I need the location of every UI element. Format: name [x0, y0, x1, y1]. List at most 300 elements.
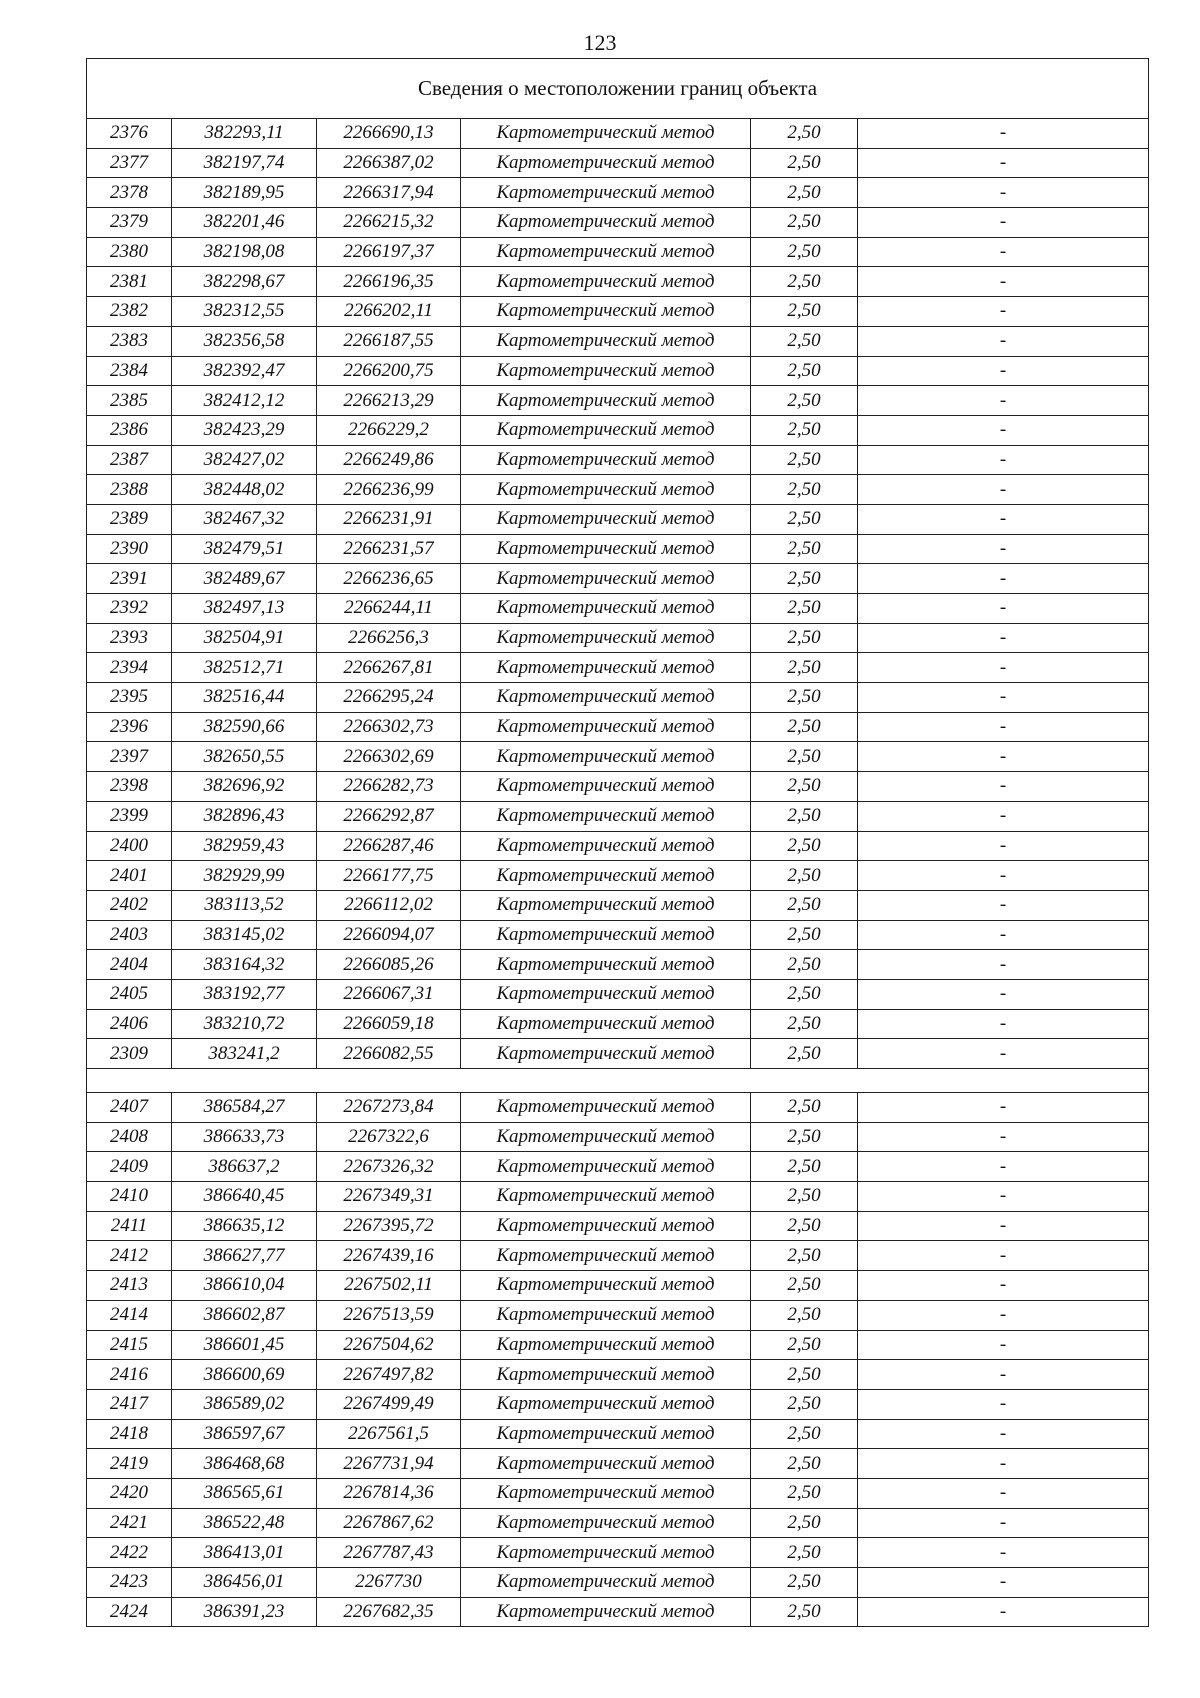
- point-number-cell: 2400: [87, 831, 172, 861]
- y-coordinate-cell: 2266231,57: [317, 534, 461, 564]
- point-number-cell: 2413: [87, 1271, 172, 1301]
- method-cell: Картометрический метод: [461, 1478, 751, 1508]
- x-coordinate-cell: 386635,12: [172, 1211, 317, 1241]
- x-coordinate-cell: 382427,02: [172, 445, 317, 475]
- description-cell: -: [858, 772, 1149, 802]
- description-cell: -: [858, 415, 1149, 445]
- x-coordinate-cell: 382516,44: [172, 683, 317, 713]
- accuracy-cell: 2,50: [751, 564, 858, 594]
- point-number-cell: 2382: [87, 297, 172, 327]
- method-cell: Картометрический метод: [461, 148, 751, 178]
- method-cell: Картометрический метод: [461, 742, 751, 772]
- y-coordinate-cell: 2266249,86: [317, 445, 461, 475]
- method-cell: Картометрический метод: [461, 475, 751, 505]
- table-row: [87, 1538, 1149, 1568]
- accuracy-cell: 2,50: [751, 1241, 858, 1271]
- point-number-cell: 2385: [87, 386, 172, 416]
- boundary-coordinates-table: [86, 58, 1149, 1627]
- x-coordinate-cell: 382298,67: [172, 267, 317, 297]
- accuracy-cell: 2,50: [751, 1122, 858, 1152]
- y-coordinate-cell: 2267497,82: [317, 1360, 461, 1390]
- point-number-cell: 2386: [87, 415, 172, 445]
- table-row: [87, 1597, 1149, 1627]
- y-coordinate-cell: 2267814,36: [317, 1478, 461, 1508]
- table-row: [87, 742, 1149, 772]
- table-row: [87, 148, 1149, 178]
- x-coordinate-cell: 382959,43: [172, 831, 317, 861]
- table-row: [87, 326, 1149, 356]
- table-title: Сведения о местоположении границ объекта: [87, 59, 1149, 119]
- method-cell: Картометрический метод: [461, 1122, 751, 1152]
- accuracy-cell: 2,50: [751, 920, 858, 950]
- point-number-cell: 2390: [87, 534, 172, 564]
- method-cell: Картометрический метод: [461, 386, 751, 416]
- method-cell: Картометрический метод: [461, 1597, 751, 1627]
- description-cell: -: [858, 267, 1149, 297]
- table-row: [87, 1009, 1149, 1039]
- accuracy-cell: 2,50: [751, 1093, 858, 1123]
- y-coordinate-cell: 2267273,84: [317, 1093, 461, 1123]
- table-row: [87, 890, 1149, 920]
- method-cell: Картометрический метод: [461, 504, 751, 534]
- method-cell: Картометрический метод: [461, 534, 751, 564]
- accuracy-cell: 2,50: [751, 504, 858, 534]
- method-cell: Картометрический метод: [461, 1449, 751, 1479]
- accuracy-cell: 2,50: [751, 119, 858, 149]
- x-coordinate-cell: 382590,66: [172, 712, 317, 742]
- accuracy-cell: 2,50: [751, 653, 858, 683]
- description-cell: -: [858, 1568, 1149, 1598]
- point-number-cell: 2421: [87, 1508, 172, 1538]
- page-number: 123: [583, 30, 617, 55]
- y-coordinate-cell: 2267731,94: [317, 1449, 461, 1479]
- y-coordinate-cell: 2266059,18: [317, 1009, 461, 1039]
- table-row: [87, 1182, 1149, 1212]
- description-cell: -: [858, 237, 1149, 267]
- point-number-cell: 2412: [87, 1241, 172, 1271]
- method-cell: Картометрический метод: [461, 683, 751, 713]
- description-cell: -: [858, 653, 1149, 683]
- table-row: [87, 356, 1149, 386]
- point-number-cell: 2397: [87, 742, 172, 772]
- table-row: [87, 920, 1149, 950]
- y-coordinate-cell: 2267561,5: [317, 1419, 461, 1449]
- y-coordinate-cell: 2266202,11: [317, 297, 461, 327]
- point-number-cell: 2414: [87, 1300, 172, 1330]
- table-row: [87, 504, 1149, 534]
- x-coordinate-cell: 382467,32: [172, 504, 317, 534]
- table-row: [87, 1568, 1149, 1598]
- description-cell: -: [858, 475, 1149, 505]
- table-row: [87, 861, 1149, 891]
- accuracy-cell: 2,50: [751, 237, 858, 267]
- table-row: [87, 386, 1149, 416]
- description-cell: -: [858, 208, 1149, 238]
- table-row: [87, 475, 1149, 505]
- point-number-cell: 2402: [87, 890, 172, 920]
- method-cell: Картометрический метод: [461, 623, 751, 653]
- x-coordinate-cell: 382504,91: [172, 623, 317, 653]
- accuracy-cell: 2,50: [751, 1508, 858, 1538]
- y-coordinate-cell: 2266292,87: [317, 801, 461, 831]
- x-coordinate-cell: 382696,92: [172, 772, 317, 802]
- method-cell: Картометрический метод: [461, 1330, 751, 1360]
- description-cell: -: [858, 683, 1149, 713]
- point-number-cell: 2309: [87, 1039, 172, 1069]
- method-cell: Картометрический метод: [461, 1211, 751, 1241]
- x-coordinate-cell: 382929,99: [172, 861, 317, 891]
- method-cell: Картометрический метод: [461, 1568, 751, 1598]
- x-coordinate-cell: 386391,23: [172, 1597, 317, 1627]
- accuracy-cell: 2,50: [751, 1538, 858, 1568]
- point-number-cell: 2389: [87, 504, 172, 534]
- description-cell: -: [858, 1449, 1149, 1479]
- x-coordinate-cell: 382448,02: [172, 475, 317, 505]
- y-coordinate-cell: 2267349,31: [317, 1182, 461, 1212]
- method-cell: Картометрический метод: [461, 1271, 751, 1301]
- y-coordinate-cell: 2267395,72: [317, 1211, 461, 1241]
- method-cell: Картометрический метод: [461, 890, 751, 920]
- method-cell: Картометрический метод: [461, 1360, 751, 1390]
- y-coordinate-cell: 2266295,24: [317, 683, 461, 713]
- accuracy-cell: 2,50: [751, 623, 858, 653]
- point-number-cell: 2399: [87, 801, 172, 831]
- x-coordinate-cell: 382189,95: [172, 178, 317, 208]
- description-cell: -: [858, 801, 1149, 831]
- table-row: [87, 1449, 1149, 1479]
- method-cell: Картометрический метод: [461, 712, 751, 742]
- accuracy-cell: 2,50: [751, 742, 858, 772]
- description-cell: -: [858, 326, 1149, 356]
- table-row: [87, 445, 1149, 475]
- accuracy-cell: 2,50: [751, 148, 858, 178]
- accuracy-cell: 2,50: [751, 801, 858, 831]
- accuracy-cell: 2,50: [751, 386, 858, 416]
- accuracy-cell: 2,50: [751, 1009, 858, 1039]
- x-coordinate-cell: 386468,68: [172, 1449, 317, 1479]
- method-cell: Картометрический метод: [461, 237, 751, 267]
- y-coordinate-cell: 2266236,65: [317, 564, 461, 594]
- x-coordinate-cell: 382293,11: [172, 119, 317, 149]
- method-cell: Картометрический метод: [461, 326, 751, 356]
- point-number-cell: 2404: [87, 950, 172, 980]
- y-coordinate-cell: 2267867,62: [317, 1508, 461, 1538]
- description-cell: -: [858, 1389, 1149, 1419]
- table-row: [87, 119, 1149, 149]
- x-coordinate-cell: 386522,48: [172, 1508, 317, 1538]
- method-cell: Картометрический метод: [461, 1300, 751, 1330]
- description-cell: -: [858, 1182, 1149, 1212]
- y-coordinate-cell: 2266256,3: [317, 623, 461, 653]
- table-row: [87, 178, 1149, 208]
- point-number-cell: 2418: [87, 1419, 172, 1449]
- description-cell: -: [858, 1122, 1149, 1152]
- accuracy-cell: 2,50: [751, 1478, 858, 1508]
- description-cell: -: [858, 534, 1149, 564]
- accuracy-cell: 2,50: [751, 1300, 858, 1330]
- description-cell: -: [858, 742, 1149, 772]
- method-cell: Картометрический метод: [461, 772, 751, 802]
- y-coordinate-cell: 2266215,32: [317, 208, 461, 238]
- description-cell: -: [858, 1330, 1149, 1360]
- table-row: [87, 653, 1149, 683]
- table-row: [87, 1360, 1149, 1390]
- accuracy-cell: 2,50: [751, 1449, 858, 1479]
- description-cell: -: [858, 1300, 1149, 1330]
- x-coordinate-cell: 386565,61: [172, 1478, 317, 1508]
- table-row: [87, 623, 1149, 653]
- description-cell: -: [858, 1419, 1149, 1449]
- description-cell: -: [858, 1597, 1149, 1627]
- x-coordinate-cell: 386584,27: [172, 1093, 317, 1123]
- description-cell: -: [858, 831, 1149, 861]
- accuracy-cell: 2,50: [751, 1039, 858, 1069]
- point-number-cell: 2383: [87, 326, 172, 356]
- y-coordinate-cell: 2266200,75: [317, 356, 461, 386]
- point-number-cell: 2403: [87, 920, 172, 950]
- y-coordinate-cell: 2267513,59: [317, 1300, 461, 1330]
- accuracy-cell: 2,50: [751, 1211, 858, 1241]
- method-cell: Картометрический метод: [461, 415, 751, 445]
- y-coordinate-cell: 2266302,69: [317, 742, 461, 772]
- point-number-cell: 2379: [87, 208, 172, 238]
- x-coordinate-cell: 386640,45: [172, 1182, 317, 1212]
- y-coordinate-cell: 2266287,46: [317, 831, 461, 861]
- y-coordinate-cell: 2266267,81: [317, 653, 461, 683]
- description-cell: -: [858, 1152, 1149, 1182]
- point-number-cell: 2395: [87, 683, 172, 713]
- description-cell: -: [858, 1241, 1149, 1271]
- point-number-cell: 2419: [87, 1449, 172, 1479]
- x-coordinate-cell: 382497,13: [172, 594, 317, 624]
- y-coordinate-cell: 2267439,16: [317, 1241, 461, 1271]
- description-cell: -: [858, 950, 1149, 980]
- x-coordinate-cell: 382512,71: [172, 653, 317, 683]
- table-row: [87, 1093, 1149, 1123]
- point-number-cell: 2416: [87, 1360, 172, 1390]
- y-coordinate-cell: 2266197,37: [317, 237, 461, 267]
- x-coordinate-cell: 383192,77: [172, 979, 317, 1009]
- description-cell: -: [858, 861, 1149, 891]
- x-coordinate-cell: 382423,29: [172, 415, 317, 445]
- separator-row: [87, 1069, 1149, 1093]
- accuracy-cell: 2,50: [751, 475, 858, 505]
- point-number-cell: 2408: [87, 1122, 172, 1152]
- accuracy-cell: 2,50: [751, 712, 858, 742]
- x-coordinate-cell: 386610,04: [172, 1271, 317, 1301]
- table-row: [87, 267, 1149, 297]
- description-cell: -: [858, 1009, 1149, 1039]
- y-coordinate-cell: 2266213,29: [317, 386, 461, 416]
- method-cell: Картометрический метод: [461, 653, 751, 683]
- method-cell: Картометрический метод: [461, 356, 751, 386]
- y-coordinate-cell: 2266112,02: [317, 890, 461, 920]
- x-coordinate-cell: 382197,74: [172, 148, 317, 178]
- accuracy-cell: 2,50: [751, 772, 858, 802]
- point-number-cell: 2407: [87, 1093, 172, 1123]
- accuracy-cell: 2,50: [751, 267, 858, 297]
- accuracy-cell: 2,50: [751, 1389, 858, 1419]
- table-row: [87, 208, 1149, 238]
- table-row: [87, 1389, 1149, 1419]
- method-cell: Картометрический метод: [461, 564, 751, 594]
- table-row: [87, 1211, 1149, 1241]
- description-cell: -: [858, 1478, 1149, 1508]
- method-cell: Картометрический метод: [461, 594, 751, 624]
- separator-cell: [87, 1069, 1149, 1093]
- accuracy-cell: 2,50: [751, 1152, 858, 1182]
- description-cell: -: [858, 1360, 1149, 1390]
- y-coordinate-cell: 2267730: [317, 1568, 461, 1598]
- point-number-cell: 2420: [87, 1478, 172, 1508]
- point-number-cell: 2393: [87, 623, 172, 653]
- x-coordinate-cell: 386637,2: [172, 1152, 317, 1182]
- point-number-cell: 2381: [87, 267, 172, 297]
- table-row: [87, 1152, 1149, 1182]
- table-body: [87, 59, 1149, 1627]
- method-cell: Картометрический метод: [461, 178, 751, 208]
- method-cell: Картометрический метод: [461, 297, 751, 327]
- point-number-cell: 2401: [87, 861, 172, 891]
- accuracy-cell: 2,50: [751, 1330, 858, 1360]
- method-cell: Картометрический метод: [461, 979, 751, 1009]
- accuracy-cell: 2,50: [751, 861, 858, 891]
- y-coordinate-cell: 2266067,31: [317, 979, 461, 1009]
- y-coordinate-cell: 2267326,32: [317, 1152, 461, 1182]
- description-cell: -: [858, 119, 1149, 149]
- point-number-cell: 2422: [87, 1538, 172, 1568]
- method-cell: Картометрический метод: [461, 445, 751, 475]
- x-coordinate-cell: 386627,77: [172, 1241, 317, 1271]
- method-cell: Картометрический метод: [461, 1039, 751, 1069]
- description-cell: -: [858, 1271, 1149, 1301]
- point-number-cell: 2415: [87, 1330, 172, 1360]
- x-coordinate-cell: 386597,67: [172, 1419, 317, 1449]
- y-coordinate-cell: 2266177,75: [317, 861, 461, 891]
- method-cell: Картометрический метод: [461, 1419, 751, 1449]
- description-cell: -: [858, 445, 1149, 475]
- method-cell: Картометрический метод: [461, 801, 751, 831]
- method-cell: Картометрический метод: [461, 831, 751, 861]
- table-row: [87, 1330, 1149, 1360]
- accuracy-cell: 2,50: [751, 1568, 858, 1598]
- table-row: [87, 534, 1149, 564]
- point-number-cell: 2423: [87, 1568, 172, 1598]
- point-number-cell: 2378: [87, 178, 172, 208]
- y-coordinate-cell: 2267682,35: [317, 1597, 461, 1627]
- method-cell: Картометрический метод: [461, 1508, 751, 1538]
- point-number-cell: 2380: [87, 237, 172, 267]
- description-cell: -: [858, 386, 1149, 416]
- y-coordinate-cell: 2266231,91: [317, 504, 461, 534]
- y-coordinate-cell: 2266229,2: [317, 415, 461, 445]
- accuracy-cell: 2,50: [751, 326, 858, 356]
- accuracy-cell: 2,50: [751, 831, 858, 861]
- accuracy-cell: 2,50: [751, 890, 858, 920]
- method-cell: Картометрический метод: [461, 1093, 751, 1123]
- description-cell: -: [858, 712, 1149, 742]
- table-row: [87, 415, 1149, 445]
- description-cell: -: [858, 297, 1149, 327]
- method-cell: Картометрический метод: [461, 267, 751, 297]
- point-number-cell: 2411: [87, 1211, 172, 1241]
- description-cell: -: [858, 504, 1149, 534]
- x-coordinate-cell: 383113,52: [172, 890, 317, 920]
- y-coordinate-cell: 2266236,99: [317, 475, 461, 505]
- method-cell: Картометрический метод: [461, 950, 751, 980]
- accuracy-cell: 2,50: [751, 950, 858, 980]
- x-coordinate-cell: 386600,69: [172, 1360, 317, 1390]
- accuracy-cell: 2,50: [751, 534, 858, 564]
- accuracy-cell: 2,50: [751, 1597, 858, 1627]
- y-coordinate-cell: 2266282,73: [317, 772, 461, 802]
- y-coordinate-cell: 2266187,55: [317, 326, 461, 356]
- table-row: [87, 594, 1149, 624]
- x-coordinate-cell: 382650,55: [172, 742, 317, 772]
- description-cell: -: [858, 356, 1149, 386]
- table-row: [87, 1508, 1149, 1538]
- accuracy-cell: 2,50: [751, 1182, 858, 1212]
- method-cell: Картометрический метод: [461, 1538, 751, 1568]
- x-coordinate-cell: 383164,32: [172, 950, 317, 980]
- x-coordinate-cell: 386601,45: [172, 1330, 317, 1360]
- table-row: [87, 237, 1149, 267]
- x-coordinate-cell: 383241,2: [172, 1039, 317, 1069]
- description-cell: -: [858, 979, 1149, 1009]
- description-cell: -: [858, 178, 1149, 208]
- description-cell: -: [858, 920, 1149, 950]
- point-number-cell: 2424: [87, 1597, 172, 1627]
- table-row: [87, 772, 1149, 802]
- point-number-cell: 2410: [87, 1182, 172, 1212]
- x-coordinate-cell: 386413,01: [172, 1538, 317, 1568]
- point-number-cell: 2387: [87, 445, 172, 475]
- description-cell: -: [858, 1211, 1149, 1241]
- y-coordinate-cell: 2267787,43: [317, 1538, 461, 1568]
- method-cell: Картометрический метод: [461, 208, 751, 238]
- y-coordinate-cell: 2266317,94: [317, 178, 461, 208]
- accuracy-cell: 2,50: [751, 594, 858, 624]
- point-number-cell: 2391: [87, 564, 172, 594]
- description-cell: -: [858, 148, 1149, 178]
- point-number-cell: 2405: [87, 979, 172, 1009]
- y-coordinate-cell: 2267504,62: [317, 1330, 461, 1360]
- x-coordinate-cell: 383145,02: [172, 920, 317, 950]
- table-title-row: [87, 59, 1149, 119]
- y-coordinate-cell: 2266690,13: [317, 119, 461, 149]
- method-cell: Картометрический метод: [461, 119, 751, 149]
- point-number-cell: 2417: [87, 1389, 172, 1419]
- y-coordinate-cell: 2266244,11: [317, 594, 461, 624]
- point-number-cell: 2409: [87, 1152, 172, 1182]
- description-cell: -: [858, 1093, 1149, 1123]
- method-cell: Картометрический метод: [461, 1009, 751, 1039]
- accuracy-cell: 2,50: [751, 445, 858, 475]
- point-number-cell: 2394: [87, 653, 172, 683]
- x-coordinate-cell: 382489,67: [172, 564, 317, 594]
- table-row: [87, 1300, 1149, 1330]
- accuracy-cell: 2,50: [751, 683, 858, 713]
- x-coordinate-cell: 382392,47: [172, 356, 317, 386]
- method-cell: Картометрический метод: [461, 920, 751, 950]
- x-coordinate-cell: 382312,55: [172, 297, 317, 327]
- table-row: [87, 801, 1149, 831]
- point-number-cell: 2384: [87, 356, 172, 386]
- point-number-cell: 2377: [87, 148, 172, 178]
- y-coordinate-cell: 2267322,6: [317, 1122, 461, 1152]
- description-cell: -: [858, 594, 1149, 624]
- table-row: [87, 1122, 1149, 1152]
